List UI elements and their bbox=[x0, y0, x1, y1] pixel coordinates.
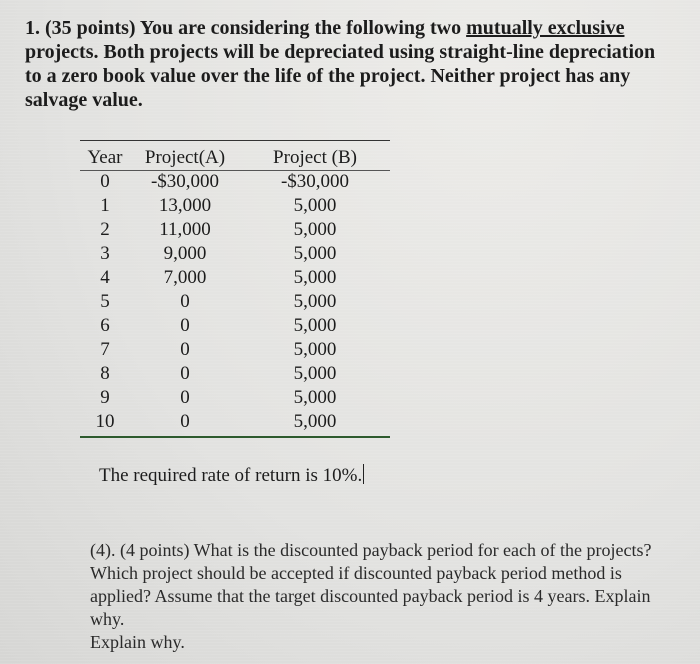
table-row bbox=[80, 314, 390, 338]
table-row bbox=[80, 386, 390, 410]
table-row bbox=[80, 242, 390, 266]
table-bottom-rule bbox=[80, 436, 390, 438]
cell-project-b: 5,000 bbox=[293, 387, 337, 408]
cell-project-b: 5,000 bbox=[293, 195, 337, 216]
cell-year: 8 bbox=[100, 363, 110, 384]
cell-project-b: 5,000 bbox=[293, 411, 337, 432]
question-part-1: 1. (35 points) You are considering the following two bbox=[25, 17, 467, 39]
cell-year: 2 bbox=[100, 219, 110, 240]
cell-project-b: 5,000 bbox=[293, 291, 337, 312]
question-text bbox=[25, 16, 675, 112]
table-row bbox=[80, 290, 390, 314]
table-row bbox=[80, 338, 390, 362]
cell-project-b: -$30,000 bbox=[280, 171, 350, 192]
subquestion bbox=[90, 539, 660, 654]
cell-project-b: 5,000 bbox=[293, 267, 337, 288]
table-row bbox=[80, 410, 390, 434]
cell-year: 3 bbox=[100, 243, 110, 264]
table-header-row bbox=[80, 146, 390, 170]
required-rate-value: The required rate of return is 10%. bbox=[99, 465, 363, 486]
table-top-rule bbox=[80, 140, 390, 141]
cell-project-b: 5,000 bbox=[293, 363, 337, 384]
cell-project-a: 0 bbox=[180, 315, 190, 336]
question-underlined-phrase: mutually exclusive bbox=[466, 17, 625, 39]
table-body bbox=[80, 170, 390, 434]
cell-project-b: 5,000 bbox=[293, 219, 337, 240]
cell-project-b: 5,000 bbox=[293, 243, 337, 264]
cell-year: 9 bbox=[100, 387, 110, 408]
cell-project-a: 0 bbox=[180, 363, 190, 384]
cell-project-a: 9,000 bbox=[163, 243, 207, 264]
table-row bbox=[80, 170, 390, 194]
cell-project-b: 5,000 bbox=[293, 339, 337, 360]
table-row bbox=[80, 362, 390, 386]
subquestion-explain: Explain why. bbox=[90, 632, 185, 652]
subquestion-body: (4). (4 points) What is the discounted payback period for each of the projects? Which project should be accepted if discounted payback period method is applied? Assume that the target discounted payback period is 4 years. Explain why. bbox=[90, 540, 652, 629]
cell-year: 4 bbox=[100, 267, 110, 288]
cell-year: 10 bbox=[95, 411, 115, 432]
text-cursor bbox=[363, 464, 364, 484]
cell-year: 7 bbox=[100, 339, 110, 360]
cell-project-a: -$30,000 bbox=[150, 171, 220, 192]
header-project-a: Project(A) bbox=[144, 147, 226, 168]
cell-year: 6 bbox=[100, 315, 110, 336]
cell-year: 5 bbox=[100, 291, 110, 312]
cash-flow-table bbox=[80, 146, 390, 434]
cell-project-a: 0 bbox=[180, 339, 190, 360]
header-project-b: Project (B) bbox=[273, 147, 357, 168]
cell-project-a: 0 bbox=[180, 291, 190, 312]
cell-year: 1 bbox=[100, 195, 110, 216]
cell-project-b: 5,000 bbox=[293, 315, 337, 336]
table-row bbox=[80, 266, 390, 290]
cell-project-a: 0 bbox=[180, 411, 190, 432]
header-year: Year bbox=[87, 147, 123, 168]
cell-project-a: 13,000 bbox=[158, 195, 212, 216]
required-rate-text[interactable] bbox=[99, 464, 364, 487]
cell-project-a: 0 bbox=[180, 387, 190, 408]
table-row bbox=[80, 194, 390, 218]
cell-year: 0 bbox=[100, 171, 110, 192]
cell-project-a: 11,000 bbox=[159, 219, 211, 240]
question-part-2: projects. Both projects will be depreciated using straight-line depreciation to a zero book value over the life of the project. Neither project has any salvage value. bbox=[25, 41, 656, 111]
cell-project-a: 7,000 bbox=[163, 267, 207, 288]
table-row bbox=[80, 218, 390, 242]
